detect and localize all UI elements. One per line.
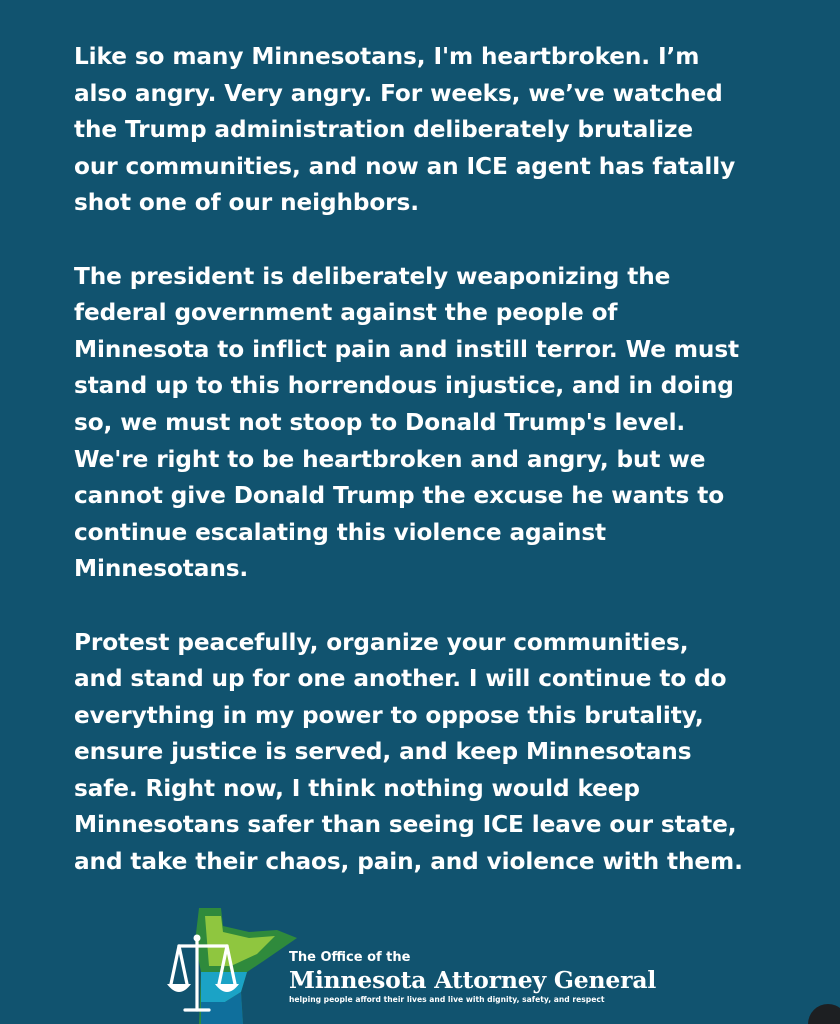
attorney-general-logo	[165, 902, 685, 1024]
text-line: Minnesota to inflict pain and instill terror. We must	[74, 335, 740, 363]
text-line: Like so many Minnesotans, I'm heartbroken. I’m	[74, 43, 700, 70]
text-line: everything in my power to oppose this brutality,	[74, 701, 704, 729]
text-line: and take their chaos, pain, and violence with them.	[74, 848, 743, 876]
text-line: our communities, and now an ICE agent has fatally	[74, 152, 736, 180]
text-line: safe. Right now, I think nothing would keep	[74, 774, 640, 802]
minnesota-scales-of-justice-icon	[165, 902, 305, 1024]
text-line: Protest peacefully, organize your communities,	[74, 628, 689, 656]
paragraph-1	[74, 39, 794, 222]
logo-title: Minnesota Attorney General	[289, 966, 657, 994]
text-line: so, we must not stoop to Donald Trump's level.	[74, 408, 686, 436]
text-line: cannot give Donald Trump the excuse he wants to	[74, 482, 725, 510]
text-line: shot one of our neighbors.	[74, 189, 419, 217]
text-line: federal government against the people of	[74, 299, 618, 327]
scale-top-knob	[194, 935, 201, 942]
text-line: continue escalating this violence against	[74, 518, 607, 546]
paragraph-3	[74, 625, 794, 881]
text-line: and stand up for one another. I will continue to do	[74, 665, 727, 693]
logo-tagline: helping people afford their lives and live with dignity, safety, and respect	[289, 995, 605, 1004]
text-line: ensure justice is served, and keep Minnesotans	[74, 738, 692, 766]
logo-office-label: The Office of the	[289, 950, 411, 965]
text-line: the Trump administration deliberately brutalize	[74, 116, 694, 144]
text-line: Minnesotans safer than seeing ICE leave our state,	[74, 811, 737, 839]
logo-text	[289, 950, 656, 1006]
scale-pan-left	[167, 984, 191, 992]
text-line: stand up to this horrendous injustice, and in doing	[74, 372, 734, 400]
paragraph-2	[74, 259, 794, 588]
statement-text	[74, 39, 794, 917]
text-line: We're right to be heartbroken and angry, but we	[74, 445, 706, 473]
corner-dot	[808, 1004, 840, 1024]
text-line: Minnesotans.	[74, 555, 249, 583]
text-line: also angry. Very angry. For weeks, we’ve watched	[74, 79, 723, 107]
text-line: The president is deliberately weaponizing the	[74, 262, 671, 290]
